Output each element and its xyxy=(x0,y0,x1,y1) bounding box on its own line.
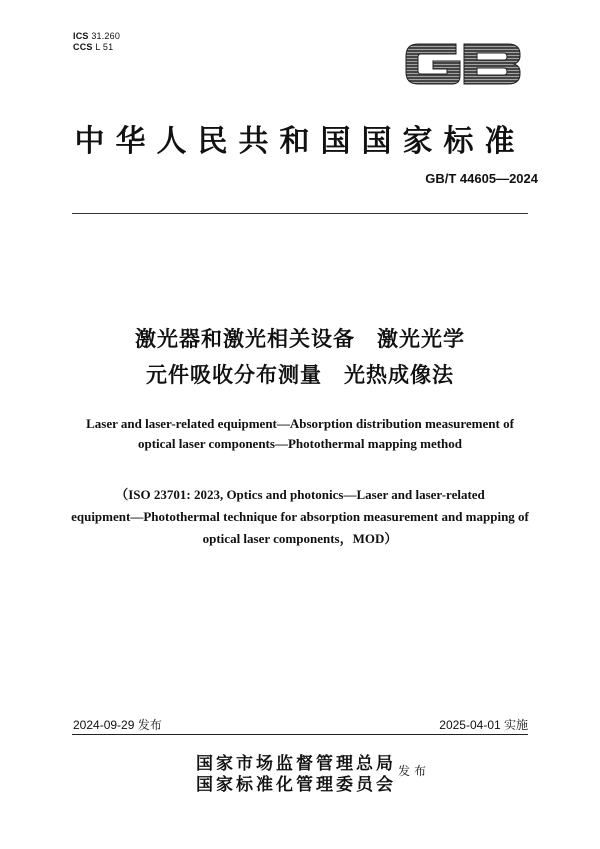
publish-label: 发布 xyxy=(398,764,431,778)
standard-category-title: 中华人民共和国国家标准 xyxy=(74,124,526,159)
issue-date: 2024-09-29 发布 xyxy=(73,718,162,732)
implementation-date: 2025-04-01 实施 xyxy=(439,718,528,732)
english-title-line-1: Laser and laser-related equipment—Absorption distribution measurement of xyxy=(86,416,514,431)
footer-divider xyxy=(72,734,528,735)
issuer-samr: 国家市场监督管理总局 xyxy=(196,754,396,774)
ccs-code: CCS L 51 xyxy=(73,42,114,52)
classification-codes xyxy=(73,31,120,53)
chinese-title-line-1: 激光器和激光相关设备 激光光学 xyxy=(135,327,465,351)
chinese-title-line-2: 元件吸收分布测量 光热成像法 xyxy=(146,363,454,387)
header-divider xyxy=(72,213,528,214)
english-title-line-2: optical laser components—Photothermal mapping method xyxy=(137,436,463,451)
iso-reference-line-2: equipment—Photothermal technique for absorption measurement and mapping of xyxy=(71,509,529,524)
standard-number: GB/T 44605—2024 xyxy=(425,171,538,186)
iso-reference-line-1: （ISO 23701: 2023, Optics and photonics—Laser and laser-related xyxy=(115,487,485,502)
ics-code: ICS 31.260 xyxy=(73,31,121,41)
iso-reference-line-3: optical laser components，MOD） xyxy=(202,531,398,546)
gb-logo-icon xyxy=(400,36,526,90)
issuer-sac: 国家标准化管理委员会 xyxy=(196,775,396,795)
